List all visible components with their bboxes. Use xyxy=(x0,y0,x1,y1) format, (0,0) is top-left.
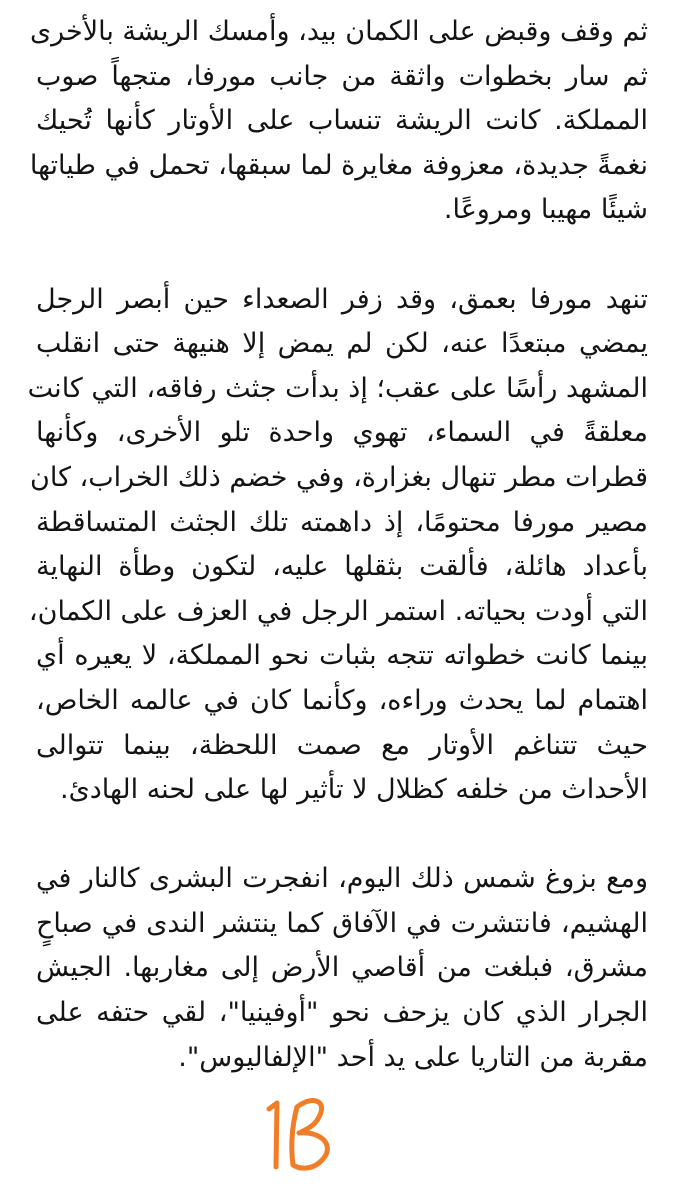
text-line: ومع بزوغ شمس ذلك اليوم، انفجرت البشرى كالنار في xyxy=(36,863,648,895)
text-line: تنهد مورفا بعمق، وقد زفر الصعداء حين أبصر الرجل xyxy=(36,283,648,315)
page-number xyxy=(263,1095,339,1173)
text-line: التي أودت بحياته. استمر الرجل في العزف على الكمان، xyxy=(28,595,648,627)
text-line: قطرات مطر تنهال بغزارة، وفي خضم ذلك الخراب، كان xyxy=(30,461,648,493)
text-line: مشرق، فبلغت من أقاصي الأرض إلى مغاربها. الجيش xyxy=(36,952,648,984)
text-line: يمضي مبتعدًا عنه، لكن لم يمض إلا هنيهة حتى انقلب xyxy=(36,328,648,360)
text-line: المملكة. كانت الريشة تنساب على الأوتار كأنها تُحيك xyxy=(36,105,648,137)
text-line: نغمةً جديدة، معزوفة مغايرة لما سبقها، تحمل في طياتها xyxy=(29,149,648,181)
paragraph-1 xyxy=(29,10,648,233)
paragraph-gap xyxy=(36,233,648,278)
text-line: معلقةً في السماء، تهوي واحدة تلو الأخرى، وكأنها xyxy=(36,417,648,449)
paragraph-gap xyxy=(36,813,648,858)
text-line: بينما كانت خطواته تتجه بثبات نحو المملكة، لا يعيره أي xyxy=(36,640,648,672)
handwritten-page-number xyxy=(263,1095,339,1173)
text-line: مقربة من التاريا على يد أحد "الإلفاليوس". xyxy=(178,1041,648,1073)
text-line: ثم سار بخطوات واثقة من جانب مورفا، متجهاً صوب xyxy=(36,60,648,92)
text-line: بأعداد هائلة، فألقت بثقلها عليه، لتكون وطأة النهاية xyxy=(36,551,648,583)
text-line: مصير مورفا محتومًا، إذ داهمته تلك الجثث المتساقطة xyxy=(36,506,648,538)
text-line: حيث تتناغم الأوتار مع صمت اللحظة، بينما تتوالى xyxy=(36,729,648,761)
paragraph-3 xyxy=(36,857,648,1080)
paragraph-2 xyxy=(27,278,648,813)
text-line: شيئًا مهيبا ومروعًا. xyxy=(443,194,648,226)
text-line: ثم وقف وقبض على الكمان بيد، وأمسك الريشة بالأخرى xyxy=(29,16,648,47)
text-line: المشهد رأسًا على عقب؛ إذ بدأت جثث رفاقه، التي كانت xyxy=(27,372,648,404)
text-line: اهتمام لما يحدث وراءه، وكأنما كان في عالمه الخاص، xyxy=(36,684,648,716)
text-line: الجرار الذي كان يزحف نحو "أوفينيا"، لقي حتفه على xyxy=(36,997,648,1029)
story-page xyxy=(27,10,648,1080)
text-line: الهشيم، فانتشرت في الآفاق كما ينتشر الندى في صباحٍ xyxy=(36,907,648,939)
text-line: الأحداث من خلفه كظلال لا تأثير لها على لحنه الهادئ. xyxy=(59,774,648,806)
